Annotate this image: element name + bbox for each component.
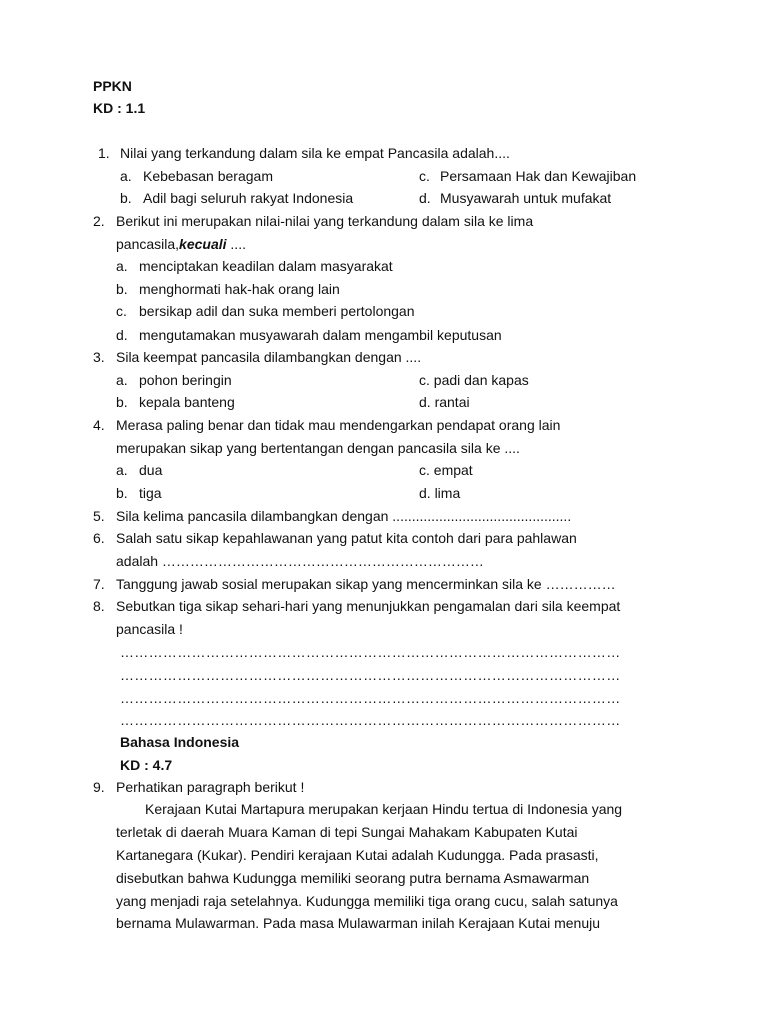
option-letter: c. [116,303,127,319]
question-text: Merasa paling benar dan tidak mau mendengarkan pendapat orang lain [116,417,561,433]
option-letter: d. [116,327,128,343]
option-text: d. rantai [419,394,470,410]
option-text: mengutamakan musyawarah dalam mengambil keputusan [139,327,502,343]
option-text: tiga [139,485,162,501]
question-number: 4. [93,417,105,433]
question-text-line2: pancasila ! [116,621,183,637]
option-text: pohon beringin [139,372,232,388]
question-number: 6. [93,530,105,546]
option-text: kepala banteng [139,394,235,410]
option-text: d. lima [419,485,461,501]
paragraph-line: Kerajaan Kutai Martapura merupakan kerjaan Hindu tertua di Indonesia yang [145,801,623,817]
question-text: Tanggung jawab sosial merupakan sikap yang mencerminkan sila ke …………… [116,576,616,592]
question-text-line2: merupakan sikap yang bertentangan dengan pancasila sila ke .... [116,440,520,456]
option-letter: b. [120,190,132,206]
option-text: Persamaan Hak dan Kewajiban [440,168,637,184]
paragraph-line: yang menjadi raja setelahnya. Kudungga memiliki tiga orang cucu, salah satunya [116,893,618,909]
option-letter: a. [116,372,128,388]
text-segment: pancasila, [116,236,180,252]
question-text: Nilai yang terkandung dalam sila ke empat Pancasila adalah.... [120,145,510,161]
option-letter: a. [116,258,128,274]
option-text: c. padi dan kapas [419,372,529,388]
option-letter: b. [116,485,128,501]
question-text: Sebutkan tiga sikap sehari-hari yang menunjukkan pengamalan dari sila keempat [116,598,621,614]
question-number: 3. [93,349,105,365]
question-number: 1. [98,145,110,161]
question-number: 8. [93,598,105,614]
answer-line[interactable]: …………………………………………………………………………………………… [120,644,621,660]
question-text: Salah satu sikap kepahlawanan yang patut kita contoh dari para pahlawan [116,530,577,546]
subject-title: PPKN [93,78,132,94]
option-letter: b. [116,394,128,410]
option-text: bersikap adil dan suka memberi pertolongan [139,303,415,319]
option-text: Adil bagi seluruh rakyat Indonesia [143,190,354,206]
paragraph-line: Kartanegara (Kukar). Pendiri kerajaan Kutai adalah Kudungga. Pada prasasti, [116,847,599,863]
answer-line[interactable]: …………………………………………………………………………………………… [120,690,621,706]
option-text: Musyawarah untuk mufakat [440,190,612,206]
option-text: dua [139,462,163,478]
option-text: c. empat [419,462,473,478]
paragraph-line: disebutkan bahwa Kudungga memiliki seorang putra bernama Asmawarman [116,870,590,886]
section-kd-label: KD : 4.7 [120,757,173,773]
question-number: 9. [93,779,105,795]
option-text: menciptakan keadilan dalam masyarakat [139,258,393,274]
text-segment: .... [226,236,246,252]
paragraph-line: bernama Mulawarman. Pada masa Mulawarman inilah Kerajaan Kutai menuju [116,915,601,931]
option-letter: d. [419,190,431,206]
option-letter: b. [116,281,128,297]
option-letter: c. [419,168,430,184]
option-letter: a. [120,168,132,184]
option-text: menghormati hak-hak orang lain [139,281,340,297]
question-text-line2 [116,236,246,253]
option-text: Kebebasan beragam [143,168,273,184]
kd-label: KD : 1.1 [93,100,146,116]
question-number: 2. [93,213,105,229]
question-number: 7. [93,576,105,592]
question-text-line2: adalah …………………………………………………………… [116,553,484,569]
question-text: Perhatikan paragraph berikut ! [116,779,305,795]
answer-line[interactable]: …………………………………………………………………………………………… [120,667,621,683]
paragraph-line: terletak di daerah Muara Kaman di tepi Sungai Mahakam Kabupaten Kutai [116,824,578,840]
option-letter: a. [116,462,128,478]
section-subject-title: Bahasa Indonesia [120,734,240,750]
emphasis-text: kecuali [179,236,227,252]
question-text: Sila kelima pancasila dilambangkan dengan .............................................. [116,508,572,524]
question-number: 5. [93,508,105,524]
answer-line[interactable]: …………………………………………………………………………………………… [120,712,621,728]
question-text: Berikut ini merupakan nilai-nilai yang terkandung dalam sila ke lima [116,213,534,229]
question-text: Sila keempat pancasila dilambangkan dengan .... [116,349,422,365]
